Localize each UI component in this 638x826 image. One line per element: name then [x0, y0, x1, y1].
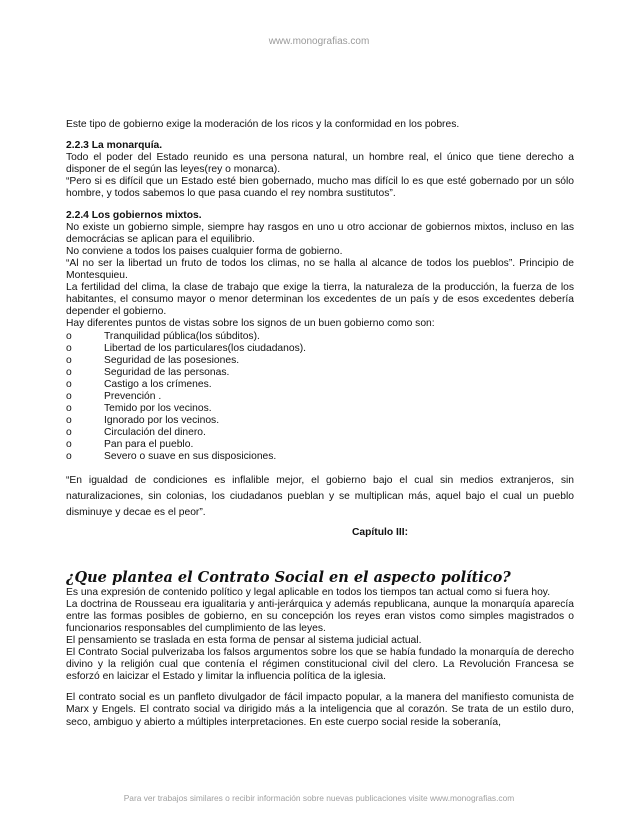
paragraph: La doctrina de Rousseau era igualitaria y anti-jerárquica y además republicana, aunque la monarquía aparecía entre las formas posibles de gobierno, en su concepción los reyes eran vistos como simples magistrados o funcionarios responsables del cumplimiento de las leyes.: [66, 598, 574, 634]
bullet-marker: o: [66, 439, 72, 451]
list-item: [66, 331, 574, 343]
list-item: [66, 343, 574, 355]
list-item: [66, 379, 574, 391]
paragraph: “Al no ser la libertad un fruto de todos los climas, no se halla al alcance de todos los pueblos”. Principio de Montesquieu.: [66, 257, 574, 282]
bullet-marker: o: [66, 366, 72, 378]
bullet-marker: o: [66, 390, 72, 402]
paragraph: Hay diferentes puntos de vistas sobre los signos de un buen gobierno como son:: [66, 318, 435, 330]
quote-paragraph: “En igualdad de condiciones es inflalible mejor, el gobierno bajo el cual sin medios extranjeros, sin naturalizaciones, sin colonias, los ciudadanos pueblan y se multiplican más, aquel bajo el cual un pueblo disminuye y decae es el peor”.: [66, 474, 574, 518]
document-body: [66, 119, 574, 729]
page-footer-note[interactable]: Para ver trabajos similares o recibir información sobre nuevas publicaciones visite www.monografias.com: [123, 793, 515, 803]
paragraph: No conviene a todos los paises cualquier forma de gobierno.: [66, 245, 343, 257]
list-item: [66, 391, 574, 403]
list-item-text: Ignorado por los vecinos.: [104, 415, 220, 427]
list-item-text: Temido por los vecinos.: [104, 403, 212, 415]
bullet-marker: o: [66, 451, 72, 463]
bullet-marker: o: [66, 354, 72, 366]
paragraph: Todo el poder del Estado reunido es una persona natural, un hombre real, el único que tiene derecho a disponer de el según las leyes(rey o monarca).: [66, 152, 574, 176]
list-item: [66, 355, 574, 367]
intro-paragraph: Este tipo de gobierno exige la moderación de los ricos y la conformidad en los pobres.: [66, 119, 460, 130]
bullet-marker: o: [66, 342, 72, 354]
heading-gobiernos-mixtos: 2.2.4 Los gobiernos mixtos.: [66, 209, 202, 221]
bullet-marker: o: [66, 403, 72, 415]
list-item-text: Libertad de los particulares(los ciudadanos).: [104, 342, 307, 354]
paragraph: No existe un gobierno simple, siempre hay rasgos en uno u otro accionar de gobiernos mixtos, incluso en las democrácias se aplican para el equilibrio.: [66, 221, 574, 245]
list-item-text: Seguridad de las posesiones.: [104, 354, 240, 366]
list-item-text: Pan para el pueblo.: [104, 439, 194, 451]
list-item: [66, 415, 574, 427]
heading-monarquia: 2.2.3 La monarquía.: [66, 140, 163, 152]
paragraph: El pensamiento se traslada en esta forma de pensar al sistema judicial actual.: [66, 635, 422, 646]
list-item: [66, 451, 574, 463]
list-item-text: Seguridad de las personas.: [104, 366, 230, 378]
list-item-text: Prevención .: [104, 390, 162, 402]
paragraph: El contrato social es un panfleto divulgador de fácil impacto popular, a la manera del manifiesto comunista de Marx y Engels. El contrato social va dirigido más a la inteligencia que al corazón. Se trata de un estilo duro, seco, ambiguo y abierto a múltiples interpretaciones. En este cuerpo social reside la soberanía,: [66, 692, 574, 728]
list-item-text: Severo o suave en sus disposiciones.: [104, 451, 277, 463]
bullet-marker: o: [66, 415, 72, 427]
bullet-marker: o: [66, 330, 72, 342]
paragraph: El Contrato Social pulverizaba los falsos argumentos sobre los que se había fundado la monarquía de derecho divino y la religión cual que contenía el régimen constitucional civil del clero. La Revolución Francesa se esforzó en laicizar el Estado y limitar la influencia política de la iglesia.: [66, 647, 574, 683]
bullet-marker: o: [66, 378, 72, 390]
signs-of-good-government-list: [66, 331, 574, 464]
list-item-text: Circulación del dinero.: [104, 427, 206, 439]
list-item: [66, 403, 574, 415]
page-header-site[interactable]: www.monografias.com: [268, 36, 370, 47]
list-item: [66, 427, 574, 439]
list-item-text: Tranquilidad pública(los súbditos).: [104, 330, 260, 342]
paragraph: “Pero si es difícil que un Estado esté bien gobernado, mucho mas difícil lo es que esté gobernado por un sólo hombre, y todos sabemos lo que pasa cuando el rey nombra sustitutos”.: [66, 176, 574, 200]
list-item-text: Castigo a los crímenes.: [104, 378, 212, 390]
bullet-marker: o: [66, 427, 72, 439]
chapter-title: Capítulo III:: [351, 526, 409, 538]
heading-contrato-social: ¿Que plantea el Contrato Social en el aspecto político?: [66, 568, 511, 586]
list-item: [66, 367, 574, 379]
paragraph: Es una expresión de contenido político y legal aplicable en todos los tiempos tan actual como si fuera hoy.: [66, 586, 551, 598]
paragraph: La fertilidad del clima, la clase de trabajo que exige la tierra, la naturaleza de la producción, la fuerza de los habitantes, el consumo mayor o menor determinan los excedentes de un país y de esos excedentes debería depender el gobierno.: [66, 282, 574, 318]
list-item: [66, 439, 574, 451]
